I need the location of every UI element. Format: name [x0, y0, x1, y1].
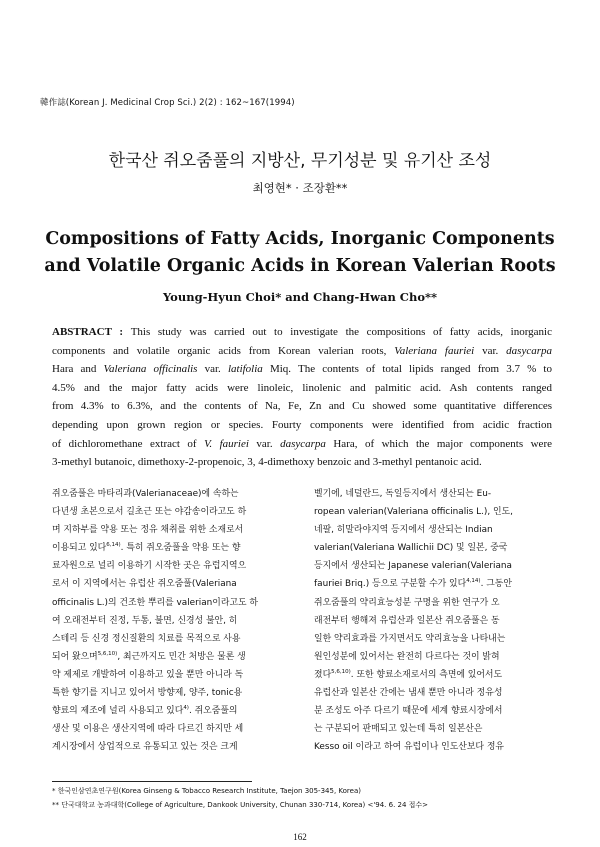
- body-text-line: fauriei Briq.) 등으로 구분할 수가 있다$^{4,14)}$. 그동안: [314, 578, 512, 590]
- journal-citation: 韓作誌(Korean J. Medicinal Crop Sci.) 2(2) : 162~167(1994): [40, 98, 295, 108]
- english-title-line2: and Volatile Organic Acids in Korean Valerian Roots: [44, 256, 556, 276]
- body-text-line: officinalis L.)의 건조한 뿌리를 valerian이라고도 하: [52, 597, 258, 608]
- body-text-line: 이용되고 있다$^{6,14)}$. 특히 쥐오줌풀을 약용 또는 향: [52, 542, 241, 554]
- body-text-line: 며 지하부를 약용 또는 정유 채취를 위한 소재로서: [52, 525, 244, 536]
- abstract-line: of dichloromethane extract of V. fauriei var. dasycarpa Hara, of which the major components were: [52, 437, 552, 450]
- body-text-line: Kesso oil 이라고 하여 유럽이나 인도산보다 정유: [314, 742, 504, 753]
- body-text-line: 료자원으로 널리 이용하기 시작한 곳은 유럽지역으: [52, 561, 247, 572]
- body-text-line: 특한 향기를 지니고 있어서 방향제, 양주, tonic용: [52, 688, 243, 699]
- abstract: [52, 323, 552, 472]
- body-text-line: 계시장에서 상업적으로 유통되고 있는 것은 크게: [52, 742, 238, 753]
- body-text-line: 약 제제로 개발하여 이용하고 있을 뿐만 아니라 독: [52, 669, 244, 680]
- body-text-line: 는 구분되어 판매되고 있는데 특히 일본산은: [314, 724, 483, 735]
- page-number: 162: [293, 832, 307, 842]
- abstract-label: ABSTRACT :: [52, 326, 131, 338]
- footnote-affiliation-2: ** 단국대학교 농과대학(College of Agriculture, Dankook University, Chunan 330-714, Korea) <'94. 6. 24 접수>: [52, 801, 429, 809]
- body-text-line: 분 조성도 아주 다르기 때문에 세계 향료시장에서: [314, 706, 503, 717]
- body-text-line: 일한 약리효과를 가지면서도 약리효능을 나타내는: [314, 633, 506, 644]
- body-column-right: [314, 485, 557, 756]
- korean-title: 한국산 쥐오줌풀의 지방산, 무기성분 및 유기산 조성: [108, 151, 492, 171]
- abstract-line: depending upon grown region or species. Fourty components were identified from acidic fraction: [52, 418, 552, 431]
- abstract-line: Hara and Valeriana officinalis var. latifolia Miq. The contents of total lipids ranged from 3.7 % to: [52, 363, 552, 376]
- body-text-line: 네팔, 히말라야지역 등지에서 생산되는 Indian: [314, 525, 493, 536]
- abstract-line: ABSTRACT : This study was carried out to investigate the compositions of fatty acids, inorganic: [52, 326, 552, 338]
- abstract-line: 3-methyl butanoic, dimethoxy-2-propenoic, 3, 4-dimethoxy benzoic and 3-methyl pentanoic acid.: [52, 456, 482, 469]
- footnote-affiliation-1: * 한국인삼연초연구원(Korea Ginseng & Tobacco Research Institute, Taejon 305-345, Korea): [52, 787, 361, 795]
- body-text-line: 로서 이 지역에서는 유럽산 쥐오줌풀(Valeriana: [52, 579, 237, 590]
- abstract-body: [52, 323, 552, 472]
- body-text-line: 다년생 초본으로서 길초근 또는 야감송이라고도 하: [52, 507, 247, 518]
- body-text-line: 되어 왔으며$^{5,6,10)}$, 최근까지도 민간 처방은 물론 생: [52, 650, 246, 662]
- korean-authors: 최영현* · 조장환**: [252, 181, 348, 195]
- body-text-line: 원인성분에 있어서는 완전히 다르다는 것이 밝혀: [314, 651, 500, 662]
- body-text-line: 생산 및 이용은 생산지역에 따라 다르긴 하지만 세: [52, 724, 244, 735]
- footnote-divider: [52, 781, 252, 782]
- body-text-line: 쥐오줌풀의 약리효능성분 구명을 위한 연구가 오: [314, 597, 500, 608]
- body-text-line: ropean valerian(Valeriana officinalis L.), 인도,: [314, 507, 513, 518]
- body-text-line: 등지에서 생산되는 Japanese valerian(Valeriana: [314, 561, 512, 572]
- body-text-line: 래전부터 행해져 유럽산과 일본산 쥐오줌풀은 동: [314, 615, 500, 626]
- abstract-line: components and volatile organic acids from Korean valerian roots, Valeriana fauriei var. dasycarpa: [52, 344, 552, 357]
- body-text-line: 쥐오줌풀은 마타리과(Valerianaceae)에 속하는: [52, 489, 239, 499]
- body-text-line: 여 오래전부터 진정, 두통, 불면, 신경성 불안, 히: [52, 615, 238, 626]
- english-authors: Young-Hyun Choi* and Chang-Hwan Cho**: [162, 290, 438, 304]
- body-text-line: 유럽산과 일본산 간에는 냄새 뿐만 아니라 정유성: [314, 688, 503, 699]
- body-text-line: 향료의 제조에 널리 사용되고 있다$^{4)}$. 쥐오줌풀의: [52, 705, 238, 717]
- abstract-line: 4.5% and the major fatty acids were linoleic, linolenic and palmitic acid. Ash contents ranged: [52, 381, 552, 394]
- body-text-line: 벨기에, 네덜란드, 독일등지에서 생산되는 Eu-: [314, 489, 492, 499]
- body-text-line: 졌다$^{5,6,10)}$. 또한 향료소재로서의 측면에 있어서도: [314, 668, 503, 680]
- abstract-line: from 4.3% to 6.3%, and the contents of Na, Fe, Zn and Cu showed some quantitative differences: [52, 400, 552, 413]
- english-title: [0, 226, 600, 280]
- body-text-line: valerian(Valeriana Wallichii DC) 및 일본, 중국: [314, 543, 508, 554]
- body-text-line: 스테리 등 신경 정신질환의 치료를 목적으로 사용: [52, 633, 241, 644]
- english-title-line1: Compositions of Fatty Acids, Inorganic Components: [45, 229, 555, 249]
- body-column-left: [52, 485, 295, 756]
